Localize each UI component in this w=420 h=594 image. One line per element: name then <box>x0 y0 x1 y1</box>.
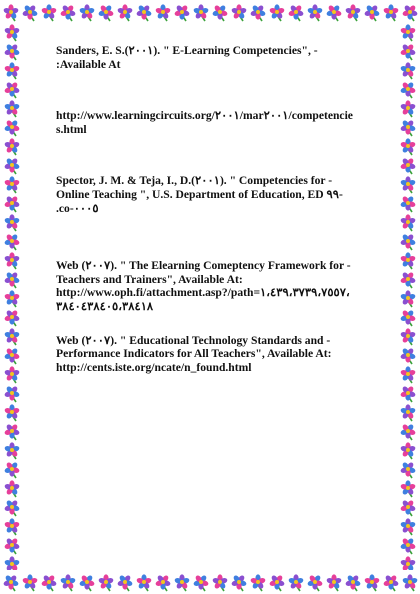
flower-balloon-icon <box>269 4 285 21</box>
flower-balloon-icon <box>41 574 57 591</box>
flower-balloon-icon <box>4 309 20 326</box>
flower-balloon-icon <box>4 442 20 459</box>
flower-balloon-icon <box>117 4 133 21</box>
flower-balloon-icon <box>79 4 95 21</box>
flower-balloon-icon <box>400 157 416 174</box>
reference-link[interactable]: ٣٨٤٠٤٣٨٤٠٥،٣٨٤١٨ <box>56 299 154 313</box>
reference-spector <box>56 174 356 215</box>
flower-balloon-icon <box>400 499 416 516</box>
flower-balloon-icon <box>400 62 416 79</box>
flower-balloon-icon <box>136 574 152 591</box>
flower-balloon-icon <box>400 252 416 269</box>
flower-balloon-icon <box>212 574 228 591</box>
reference-line: Performance Indicators for All Teachers", Available At: <box>56 347 332 361</box>
reference-line: :Available At <box>56 57 121 71</box>
flower-balloon-icon <box>60 574 76 591</box>
flower-balloon-icon <box>402 574 418 591</box>
border-bottom-flower-icons <box>0 570 420 594</box>
flower-balloon-icon <box>345 4 361 21</box>
reference-line: Online Teaching ", U.S. Department of Education, ED ٩٩- <box>56 187 343 201</box>
flower-balloon-icon <box>4 499 20 516</box>
flower-balloon-icon <box>4 518 20 535</box>
reference-line: Sanders, E. S.(٢٠٠١). " E-Learning Competencies", - <box>56 44 318 57</box>
reference-line: Web (٢٠٠٧). " The Elearning Comeptency Framework for - <box>56 259 351 273</box>
flower-balloon-icon <box>288 4 304 21</box>
flower-balloon-icon <box>4 157 20 174</box>
flower-balloon-icon <box>4 347 20 364</box>
reference-web-iste <box>56 334 356 375</box>
flower-balloon-icon <box>4 195 20 212</box>
flower-balloon-icon <box>98 574 114 591</box>
flower-balloon-icon <box>4 271 20 288</box>
flower-balloon-icon <box>136 4 152 21</box>
reference-sanders <box>56 44 356 71</box>
flower-balloon-icon <box>400 195 416 212</box>
flower-balloon-icon <box>400 176 416 193</box>
reference-line: Web (٢٠٠٧). " Educational Technology Standards and - <box>56 333 331 347</box>
flower-balloon-icon <box>4 62 20 79</box>
flower-balloon-icon <box>22 4 38 21</box>
flower-balloon-icon <box>402 4 418 21</box>
border-right-flower-icons <box>396 24 420 570</box>
flower-balloon-icon <box>400 347 416 364</box>
border-bottom <box>0 570 420 594</box>
reference-link[interactable]: http://www.learningcircuits.org/٢٠٠١/mar٢٠٠١/competencie <box>56 109 353 123</box>
flower-balloon-icon <box>193 4 209 21</box>
flower-balloon-icon <box>193 574 209 591</box>
flower-balloon-icon <box>250 574 266 591</box>
flower-balloon-icon <box>212 4 228 21</box>
reference-list <box>56 44 356 374</box>
flower-balloon-icon <box>4 404 20 421</box>
flower-balloon-icon <box>4 43 20 60</box>
flower-balloon-icon <box>155 4 171 21</box>
flower-balloon-icon <box>345 574 361 591</box>
flower-balloon-icon <box>383 4 399 21</box>
flower-balloon-icon <box>231 4 247 21</box>
flower-balloon-icon <box>4 138 20 155</box>
flower-balloon-icon <box>3 574 19 591</box>
flower-balloon-icon <box>4 423 20 440</box>
flower-balloon-icon <box>364 4 380 21</box>
flower-balloon-icon <box>4 556 20 570</box>
flower-balloon-icon <box>4 480 20 497</box>
flower-balloon-icon <box>400 328 416 345</box>
flower-balloon-icon <box>400 233 416 250</box>
flower-balloon-icon <box>400 100 416 117</box>
flower-balloon-icon <box>250 4 266 21</box>
flower-balloon-icon <box>4 461 20 478</box>
flower-balloon-icon <box>400 461 416 478</box>
reference-line: .co-٠٠٠٥ <box>56 201 99 215</box>
flower-balloon-icon <box>4 100 20 117</box>
flower-balloon-icon <box>400 138 416 155</box>
flower-balloon-icon <box>4 176 20 193</box>
flower-balloon-icon <box>4 366 20 383</box>
flower-balloon-icon <box>400 442 416 459</box>
border-left-flower-icons <box>0 24 24 570</box>
flower-balloon-icon <box>400 214 416 231</box>
reference-url-learningcircuits <box>56 109 356 136</box>
flower-balloon-icon <box>400 81 416 98</box>
flower-balloon-icon <box>4 24 20 41</box>
reference-link[interactable]: http://cents.iste.org/ncate/n_found.html <box>56 360 252 374</box>
flower-balloon-icon <box>400 556 416 570</box>
flower-balloon-icon <box>4 119 20 136</box>
flower-balloon-icon <box>307 574 323 591</box>
flower-balloon-icon <box>400 119 416 136</box>
flower-balloon-icon <box>174 574 190 591</box>
flower-balloon-icon <box>4 290 20 307</box>
flower-balloon-icon <box>60 4 76 21</box>
flower-balloon-icon <box>400 537 416 554</box>
flower-balloon-icon <box>383 574 399 591</box>
flower-balloon-icon <box>4 537 20 554</box>
flower-balloon-icon <box>288 574 304 591</box>
reference-link[interactable]: s.html <box>56 122 87 136</box>
border-top <box>0 0 420 24</box>
flower-balloon-icon <box>364 574 380 591</box>
flower-balloon-icon <box>400 366 416 383</box>
flower-balloon-icon <box>400 404 416 421</box>
flower-balloon-icon <box>326 574 342 591</box>
flower-balloon-icon <box>117 574 133 591</box>
flower-balloon-icon <box>79 574 95 591</box>
flower-balloon-icon <box>400 43 416 60</box>
flower-balloon-icon <box>4 81 20 98</box>
flower-balloon-icon <box>231 574 247 591</box>
reference-line: Teachers and Trainers", Available At: <box>56 272 243 286</box>
flower-balloon-icon <box>22 574 38 591</box>
flower-balloon-icon <box>155 574 171 591</box>
border-left <box>0 24 24 570</box>
flower-balloon-icon <box>400 518 416 535</box>
flower-balloon-icon <box>400 290 416 307</box>
reference-line: Spector, J. M. & Teja, I., D.(٢٠٠١). " Competencies for - <box>56 174 333 188</box>
flower-balloon-icon <box>4 233 20 250</box>
flower-balloon-icon <box>307 4 323 21</box>
flower-balloon-icon <box>4 328 20 345</box>
reference-link[interactable]: http://www.oph.fi/attachment.asp?/path=١،٤٣٩،٣٧٣٩،٧٥٥٧، <box>56 286 350 300</box>
flower-balloon-icon <box>326 4 342 21</box>
flower-balloon-icon <box>4 252 20 269</box>
flower-balloon-icon <box>400 480 416 497</box>
reference-web-oph <box>56 259 356 313</box>
flower-balloon-icon <box>400 309 416 326</box>
flower-balloon-icon <box>400 385 416 402</box>
flower-balloon-icon <box>174 4 190 21</box>
flower-balloon-icon <box>400 24 416 41</box>
flower-balloon-icon <box>269 574 285 591</box>
flower-balloon-icon <box>3 4 19 21</box>
flower-balloon-icon <box>400 271 416 288</box>
flower-balloon-icon <box>41 4 57 21</box>
flower-balloon-icon <box>400 423 416 440</box>
flower-balloon-icon <box>4 385 20 402</box>
border-right <box>396 24 420 570</box>
flower-balloon-icon <box>4 214 20 231</box>
border-top-flower-icons <box>0 0 420 24</box>
flower-balloon-icon <box>98 4 114 21</box>
